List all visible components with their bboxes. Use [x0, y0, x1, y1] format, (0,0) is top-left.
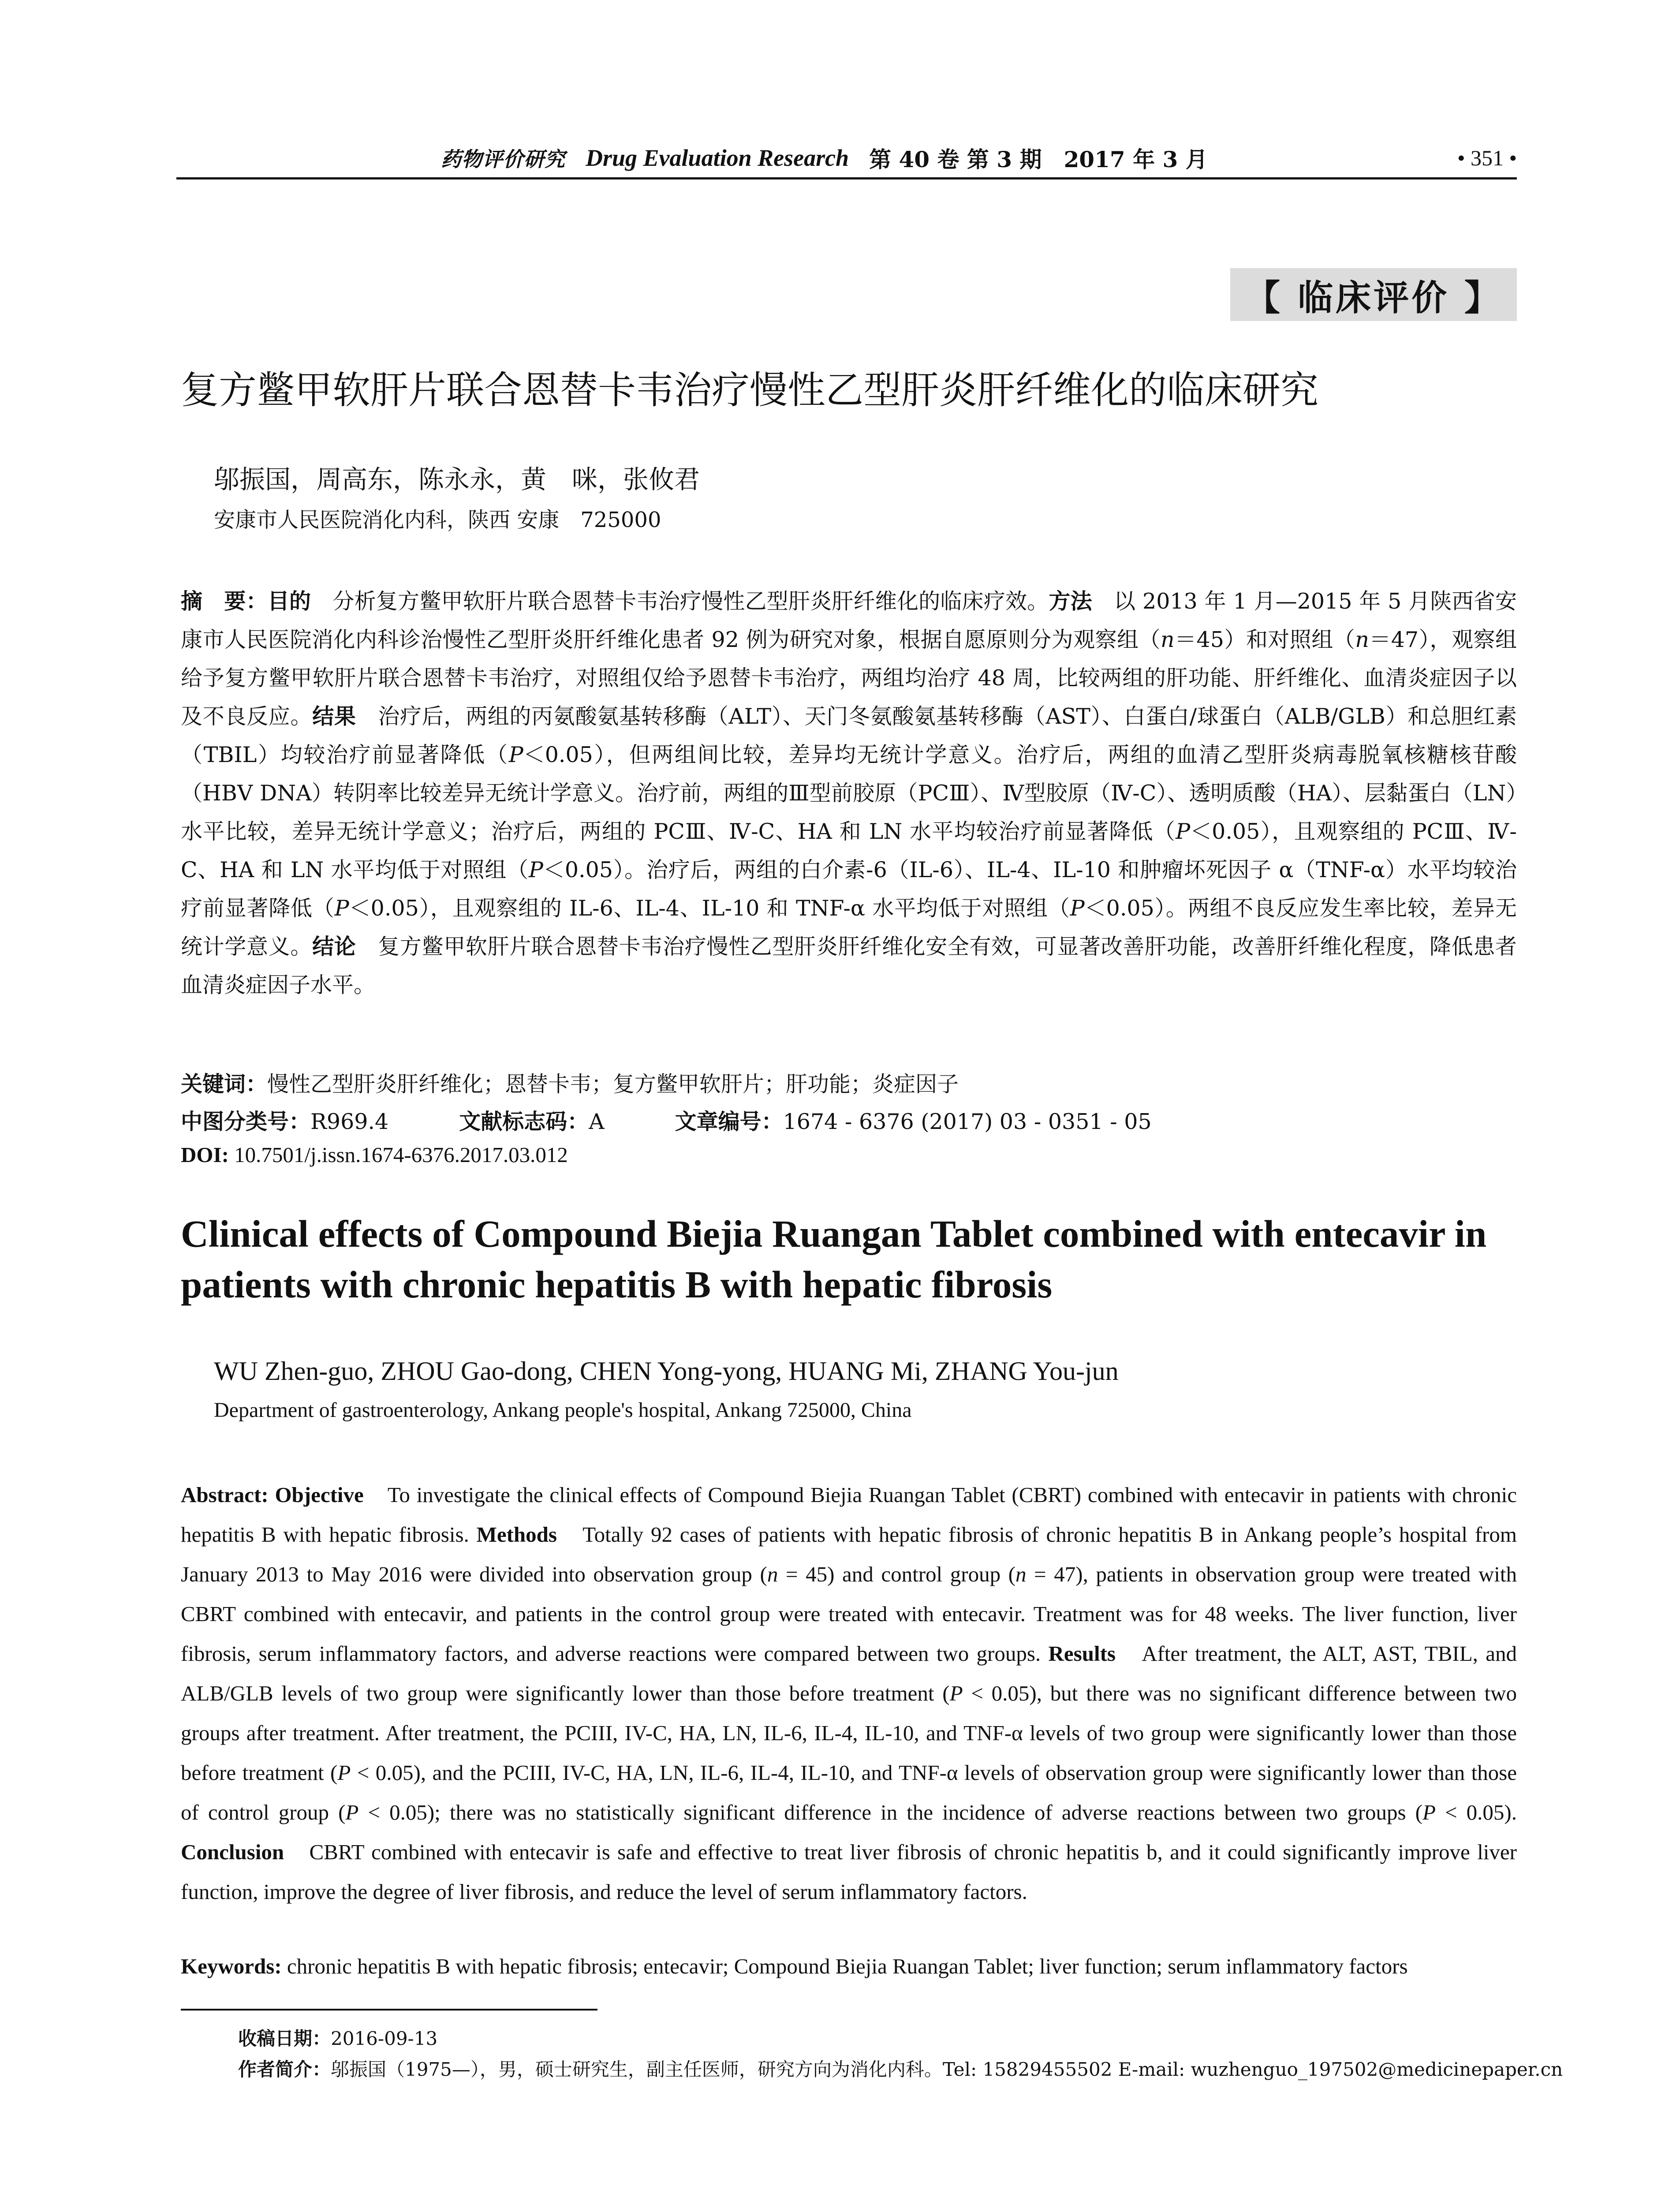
author-bio-text: 邬振国（1975—），男，硕士研究生，副主任医师，研究方向为消化内科。Tel: 15829455502 E-mail: wuzhenguo_197502@medicinepaper.cn: [331, 2059, 1563, 2080]
en-objective: To investigate the clinical effects of Compound Biejia Ruangan Tablet (CBRT) combined with entecavir in patients with chronic hepatitis B with hepatic fibrosis.: [181, 1483, 1517, 1547]
en-keywords: [181, 1954, 1521, 1979]
en-p-symbol: P: [1422, 1800, 1436, 1824]
cn-methods-label: 方法: [1049, 588, 1092, 614]
en-methods-text: = 47), patients in observation group were treated with CBRT combined with entecavir, and patients in the control group were treated with entecavir. Treatment was for 48 weeks. The liver function, liver fibrosis, serum inflammatory factors, and adverse reactions were compared between two groups.: [181, 1562, 1517, 1666]
header-left: [441, 142, 1208, 174]
cn-methods-text: 以 2013 年 1 月—2015 年 5 月陕西省安康市人民医院消化内科诊治慢性乙型肝炎肝纤维化患者 92 例为研究对象，根据自愿原则分为观察组（: [181, 589, 1517, 652]
cn-methods-text: ＝45）和对照组（: [1174, 627, 1355, 652]
cn-results-text: ＜0.05），但两组间比较，差异均无统计学意义。治疗后，两组的血清乙型肝炎病毒脱氧核糖核苷酸（HBV DNA）转阴率比较差异无统计学意义。治疗前，两组的Ⅲ型前胶原（PCⅢ）、Ⅳ型胶原（Ⅳ-C）、透明质酸（HA）、层黏蛋白（LN）水平比较，差异无统计学意义；治疗后，两组的 PCⅢ、Ⅳ-C、HA 和 LN 水平均较治疗前显著降低（: [181, 742, 1517, 844]
en-results-label: Results: [1048, 1641, 1116, 1666]
cn-methods-text: ＝47），观察组给予复方鳖甲软肝片联合恩替卡韦治疗，对照组仅给予恩替卡韦治疗，两组均治疗 48 周，比较两组的肝功能、肝纤维化、血清炎症因子以及不良反应。: [181, 627, 1517, 729]
en-results-text: < 0.05); there was no statistically significant difference in the incidence of adverse reactions between two groups (: [358, 1800, 1422, 1824]
received-value: 2016-09-13: [331, 2028, 438, 2049]
en-n-symbol: n: [1015, 1562, 1027, 1586]
en-p-symbol: P: [949, 1681, 963, 1705]
cn-keywords-text: 慢性乙型肝炎肝纤维化；恩替卡韦；复方鳖甲软肝片；肝功能；炎症因子: [267, 1072, 959, 1097]
cn-authors: 邬振国，周高东，陈永永，黄 咪，张攸君: [214, 464, 700, 494]
cn-p-symbol: P: [528, 857, 543, 882]
issue-info: 第 40 卷 第 3 期 2017 年 3 月: [869, 146, 1208, 172]
author-bio: [238, 2055, 1563, 2082]
clc-value: R969.4: [310, 1109, 389, 1134]
en-keywords-label: Keywords:: [181, 1954, 282, 1978]
en-conclusion-label: Conclusion: [181, 1840, 284, 1864]
en-methods-label: Methods: [476, 1522, 557, 1547]
cn-results-text: 治疗后，两组的丙氨酸氨基转移酶（ALT）、天门冬氨酸氨基转移酶（AST）、白蛋白/球蛋白（ALB/GLB）和总胆红素（TBIL）均较治疗前显著降低（: [181, 704, 1517, 767]
doi-line: [181, 1142, 568, 1167]
en-results-text: After treatment, the ALT, AST, TBIL, and ALB/GLB levels of two group were significantly lower than those before treatment (: [181, 1641, 1517, 1705]
journal-name: Drug Evaluation Research: [586, 145, 849, 171]
en-p-symbol: P: [345, 1800, 359, 1824]
en-results-text: < 0.05).: [1435, 1800, 1517, 1824]
cn-conclusion: 复方鳖甲软肝片联合恩替卡韦治疗慢性乙型肝炎肝纤维化安全有效，可显著改善肝功能，改善肝纤维化程度，降低患者血清炎症因子水平。: [181, 934, 1517, 998]
en-n-symbol: n: [767, 1562, 778, 1586]
cn-p-symbol: P: [1176, 819, 1191, 844]
en-p-symbol: P: [337, 1760, 351, 1785]
doc-value: A: [589, 1109, 605, 1134]
en-keywords-text: chronic hepatitis B with hepatic fibrosis; entecavir; Compound Biejia Ruangan Tablet; liver function; serum inflammatory factors: [281, 1954, 1408, 1978]
page-number: • 351 •: [1457, 146, 1517, 170]
received-label: 收稿日期：: [238, 2028, 331, 2049]
received-date: [238, 2024, 437, 2051]
en-title: Clinical effects of Compound Biejia Ruangan Tablet combined with entecavir in patients with chronic hepatitis B with hepatic fibrosis: [181, 1212, 1487, 1306]
cn-objective-label: 目的: [267, 588, 311, 614]
cn-results-text: ＜0.05），且观察组的 IL-6、IL-4、IL-10 和 TNF-α 水平均低于对照组（: [349, 896, 1070, 921]
cn-p-symbol: P: [508, 742, 523, 767]
doi-value: 10.7501/j.issn.1674-6376.2017.03.012: [228, 1143, 568, 1167]
cn-keywords: [181, 1067, 959, 1098]
header-rule: [176, 177, 1517, 179]
cn-p-symbol: P: [334, 896, 349, 921]
en-results-text: < 0.05), but there was no significant difference between two groups after treatment. After treatment, the PCIII, IV-C, HA, LN, IL-6, IL-4, IL-10, and TNF-α levels of two group were significantly lower than those before treatment (: [181, 1681, 1517, 1785]
en-results-text: < 0.05), and the PCIII, IV-C, HA, LN, IL-6, IL-4, IL-10, and TNF-α levels of observation group were significantly lower than those of control group (: [181, 1760, 1517, 1824]
en-affiliation: Department of gastroenterology, Ankang people's hospital, Ankang 725000, China: [214, 1398, 912, 1422]
cn-results-text: ＜0.05），且观察组的 PCⅢ、Ⅳ-C、HA 和 LN 水平均低于对照组（: [181, 819, 1517, 882]
cn-objective: 分析复方鳖甲软肝片联合恩替卡韦治疗慢性乙型肝炎肝纤维化的临床疗效。: [311, 589, 1049, 614]
cn-abstract: [181, 582, 1517, 1004]
en-methods-text: Totally 92 cases of patients with hepatic fibrosis of chronic hepatitis B in Ankang people’s hospital from January 2013 to May 2016 were divided into observation group (: [181, 1522, 1517, 1586]
cn-conclusion-label: 结论: [312, 934, 356, 959]
section-tag: 【 临床评价 】: [1230, 268, 1517, 321]
footnote-rule: [181, 2009, 597, 2011]
cn-abstract-label: 摘 要：: [181, 588, 268, 614]
en-methods-text: = 45) and control group (: [778, 1562, 1015, 1586]
cn-p-symbol: P: [1070, 896, 1085, 921]
cn-results-text: ＜0.05）。治疗后，两组的白介素-6（IL-6）、IL-4、IL-10 和肿瘤坏死因子 α（TNF-α）水平均较治疗前显著降低（: [181, 857, 1517, 921]
author-bio-label: 作者简介：: [238, 2059, 331, 2080]
cn-results-label: 结果: [312, 703, 356, 729]
cn-results-text: ＜0.05）。两组不良反应发生率比较，差异无统计学意义。: [181, 896, 1517, 959]
cn-title: 复方鳖甲软肝片联合恩替卡韦治疗慢性乙型肝炎肝纤维化的临床研究: [181, 368, 1318, 412]
article-label: 文章编号：: [675, 1109, 783, 1134]
en-authors: WU Zhen-guo, ZHOU Gao-dong, CHEN Yong-yong, HUANG Mi, ZHANG You-jun: [214, 1357, 1119, 1386]
cn-keywords-label: 关键词：: [181, 1071, 268, 1097]
cn-n-symbol: n: [1161, 627, 1175, 652]
cn-affiliation: 安康市人民医院消化内科，陕西 安康 725000: [214, 508, 661, 532]
clc-label: 中图分类号：: [181, 1109, 311, 1134]
en-abstract: [181, 1475, 1517, 1912]
cn-n-symbol: n: [1355, 627, 1369, 652]
journal-logo: 药物评价研究: [441, 147, 565, 171]
en-conclusion: CBRT combined with entecavir is safe and effective to treat liver fibrosis of chronic hepatitis b, and it could significantly improve liver function, improve the degree of liver fibrosis, and reduce the level of serum inflammatory factors.: [181, 1840, 1517, 1904]
en-abstract-label: Abstract: Objective: [181, 1483, 364, 1507]
article-value: 1674 - 6376 (2017) 03 - 0351 - 05: [783, 1109, 1152, 1134]
doi-label: DOI:: [181, 1143, 229, 1167]
running-header: [176, 140, 1517, 176]
cn-classification: [181, 1105, 1152, 1136]
doc-label: 文献标志码：: [459, 1109, 589, 1134]
